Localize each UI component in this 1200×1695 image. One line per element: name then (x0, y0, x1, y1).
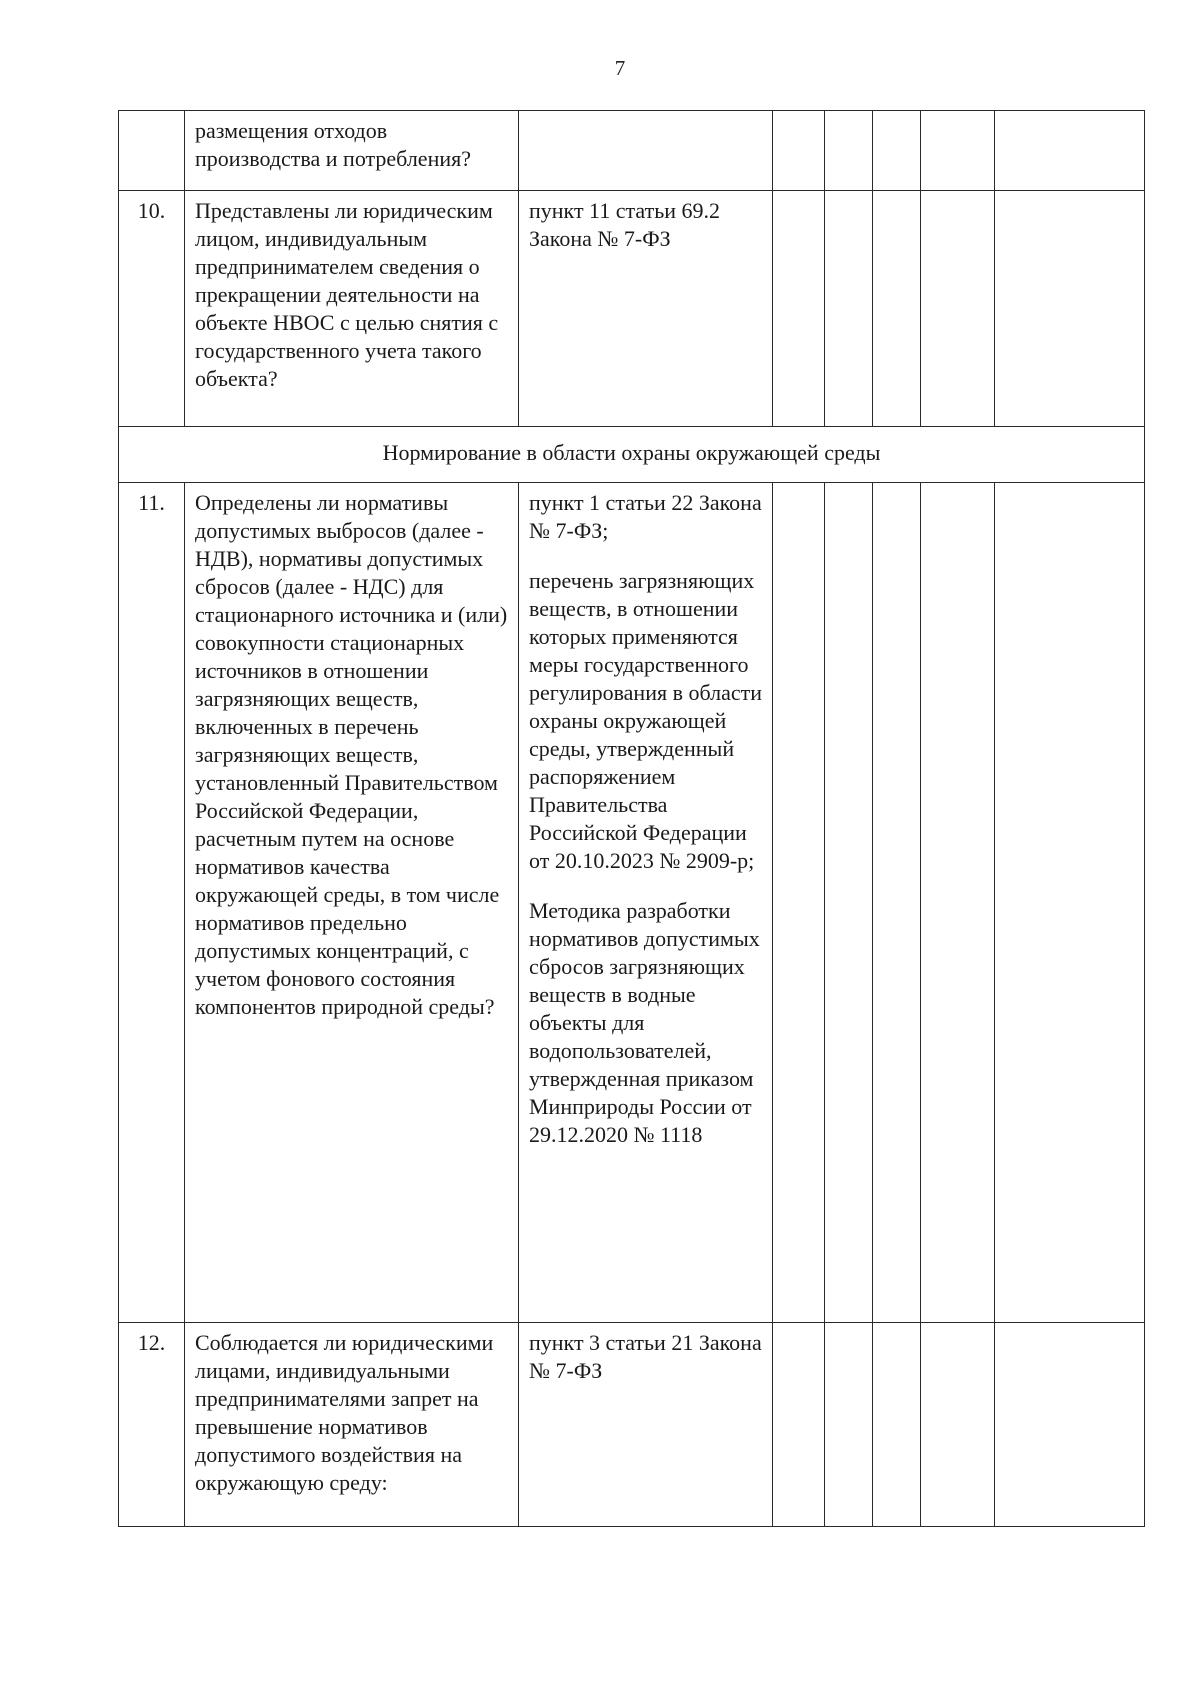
reference-cell (519, 111, 773, 191)
answer-cell (773, 191, 825, 427)
reference-text: Методика разработки нормативов допустимых сбросов загрязняющих веществ в водные объекты для водопользователей, утвержденная приказом Минприроды России от 29.12.2020 № 1118 (529, 898, 760, 1147)
note-cell (995, 483, 1145, 1323)
answer-cell (825, 111, 873, 191)
answer-cell (773, 111, 825, 191)
note-cell (995, 1323, 1145, 1527)
checklist-table (118, 110, 1145, 1527)
table-row (119, 111, 1145, 191)
reference-text: пункт 3 статьи 21 Закона № 7-ФЗ (529, 1330, 762, 1383)
answer-cell (825, 191, 873, 427)
answer-cell (873, 1323, 921, 1527)
answer-cell (825, 1323, 873, 1527)
reference-text: перечень загрязняющих веществ, в отношении которых применяются меры государственного регулирования в области охраны окружающей среды, утвержденный распоряжением Правительства Российской Федерации от 20.10.2023 № 2909-р; (529, 568, 763, 873)
answer-cell (773, 483, 825, 1323)
item-number-cell: 10. (119, 191, 185, 427)
table-row (119, 483, 1145, 1323)
table-row (119, 1323, 1145, 1527)
reference-text: пункт 1 статьи 22 Закона № 7-ФЗ; (529, 490, 762, 543)
answer-cell (921, 1323, 995, 1527)
item-number-cell: 11. (119, 483, 185, 1323)
page-number: 7 (614, 56, 626, 80)
answer-cell (921, 111, 995, 191)
question-cell (185, 191, 519, 427)
reference-cell (519, 191, 773, 427)
question-text: размещения отходов производства и потребления? (195, 118, 471, 171)
section-heading: Нормирование в области охраны окружающей среды (119, 427, 1145, 483)
reference-cell (519, 1323, 773, 1527)
section-row (119, 427, 1145, 483)
answer-cell (873, 111, 921, 191)
answer-cell (873, 191, 921, 427)
answer-cell (773, 1323, 825, 1527)
question-text: Определены ли нормативы допустимых выбросов (далее - НДВ), нормативы допустимых сбросов (далее - НДС) для стационарного источника и (или) совокупности стационарных источников в отношении загрязняющих веществ, включенных в перечень загрязняющих веществ, установленный Правительством Российской Федерации, расчетным путем на основе нормативов качества окружающей среды, в том числе нормативов предельно допустимых концентраций, с учетом фонового состояния компонентов природной среды? (195, 490, 508, 1019)
question-text: Соблюдается ли юридическими лицами, индивидуальными предпринимателями запрет на превышение нормативов допустимого воздействия на окружающую среду: (195, 1330, 494, 1495)
question-cell (185, 1323, 519, 1527)
question-text: Представлены ли юридическим лицом, индивидуальным предпринимателем сведения о прекращении деятельности на объекте НВОС с целью снятия с государственного учета такого объекта? (195, 198, 499, 391)
item-number-cell (119, 111, 185, 191)
reference-cell (519, 483, 773, 1323)
answer-cell (825, 483, 873, 1323)
question-cell (185, 483, 519, 1323)
answer-cell (921, 483, 995, 1323)
answer-cell (921, 191, 995, 427)
item-number-cell: 12. (119, 1323, 185, 1527)
answer-cell (873, 483, 921, 1323)
reference-text: пункт 11 статьи 69.2 Закона № 7-ФЗ (529, 198, 721, 251)
table-row (119, 191, 1145, 427)
question-cell (185, 111, 519, 191)
note-cell (995, 111, 1145, 191)
note-cell (995, 191, 1145, 427)
